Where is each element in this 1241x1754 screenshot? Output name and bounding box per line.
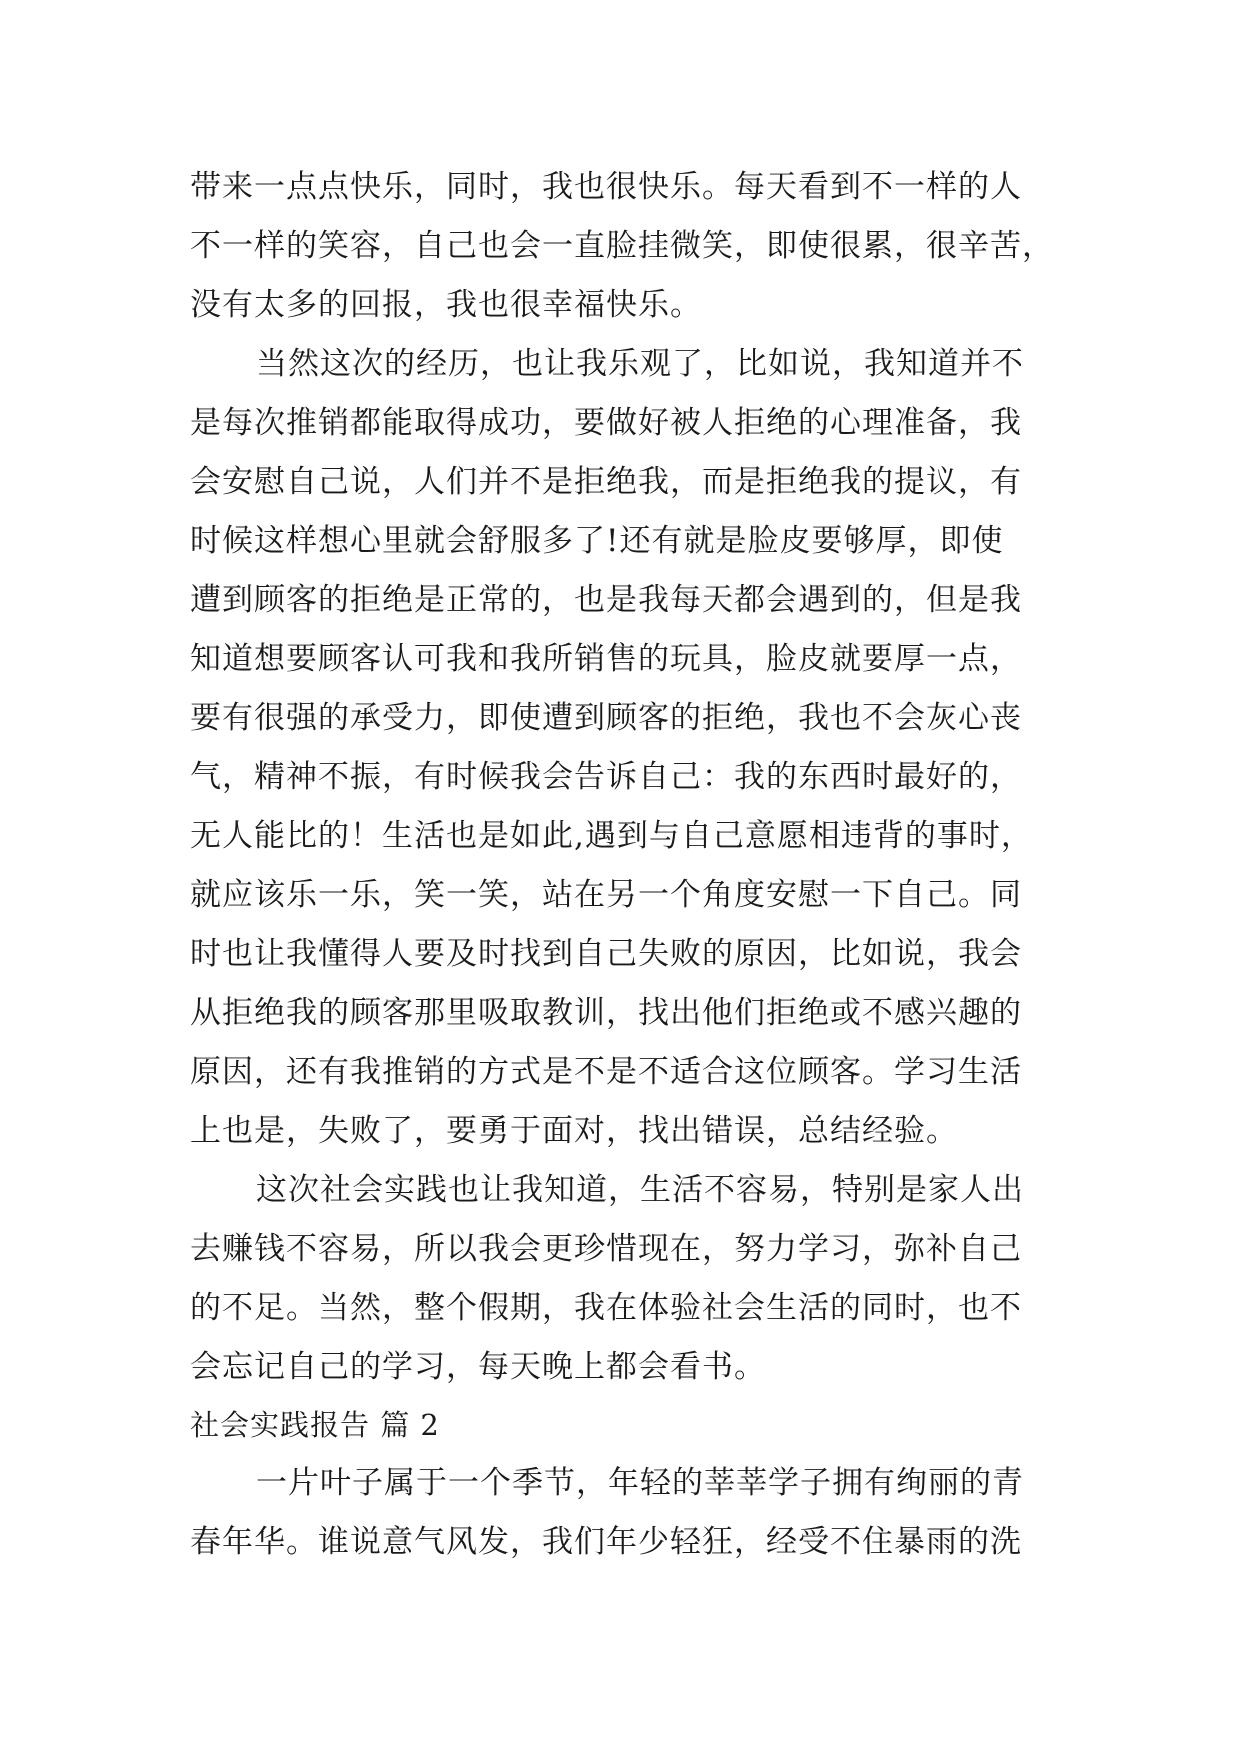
text-line: 当然这次的经历，也让我乐观了，比如说，我知道并不 — [256, 346, 1024, 382]
text-line: 遭到顾客的拒绝是正常的，也是我每天都会遇到的，但是我 — [190, 582, 1022, 618]
text-line: 要有很强的承受力，即使遭到顾客的拒绝，我也不会灰心丧 — [190, 700, 1022, 736]
text-line: 无人能比的！生活也是如此,遇到与自己意愿相违背的事时， — [190, 818, 1033, 854]
document-body — [190, 158, 1070, 1572]
section-heading: 社会实践报告 篇 2 — [190, 1408, 440, 1442]
text-line: 从拒绝我的顾客那里吸取教训，找出他们拒绝或不感兴趣的 — [190, 995, 1022, 1031]
text-line: 是每次推销都能取得成功，要做好被人拒绝的心理准备，我 — [190, 405, 1022, 441]
text-line: 的不足。当然，整个假期，我在体验社会生活的同时，也不 — [190, 1290, 1022, 1326]
text-line: 带来一点点快乐，同时，我也很快乐。每天看到不一样的人 — [190, 169, 1022, 205]
text-line: 去赚钱不容易，所以我会更珍惜现在，努力学习，弥补自己 — [190, 1231, 1022, 1267]
text-line: 没有太多的回报，我也很幸福快乐。 — [190, 287, 702, 323]
text-line: 时也让我懂得人要及时找到自己失败的原因，比如说，我会 — [190, 936, 1022, 972]
text-line: 知道想要顾客认可我和我所销售的玩具，脸皮就要厚一点， — [190, 641, 1022, 677]
text-line: 时候这样想心里就会舒服多了!还有就是脸皮要够厚，即使 — [190, 523, 1004, 559]
text-line: 原因，还有我推销的方式是不是不适合这位顾客。学习生活 — [190, 1054, 1022, 1090]
text-line: 上也是，失败了，要勇于面对，找出错误，总结经验。 — [190, 1113, 958, 1149]
text-line: 就应该乐一乐，笑一笑，站在另一个角度安慰一下自己。同 — [190, 877, 1022, 913]
text-line: 春年华。谁说意气风发，我们年少轻狂，经受不住暴雨的洗 — [190, 1524, 1022, 1560]
paragraph-3 — [190, 1161, 1070, 1397]
text-line: 一片叶子属于一个季节，年轻的莘莘学子拥有绚丽的青 — [256, 1465, 1024, 1501]
text-line: 这次社会实践也让我知道，生活不容易，特别是家人出 — [256, 1172, 1024, 1208]
paragraph-2 — [190, 335, 1070, 1161]
text-line: 会忘记自己的学习，每天晚上都会看书。 — [190, 1349, 766, 1385]
paragraph-4 — [190, 1454, 1070, 1572]
text-line: 会安慰自己说，人们并不是拒绝我，而是拒绝我的提议，有 — [190, 464, 1022, 500]
text-line: 不一样的笑容，自己也会一直脸挂微笑，即使很累，很辛苦， — [190, 228, 1054, 264]
text-line: 气，精神不振，有时候我会告诉自己：我的东西时最好的， — [190, 759, 1022, 795]
paragraph-1 — [190, 158, 1070, 335]
